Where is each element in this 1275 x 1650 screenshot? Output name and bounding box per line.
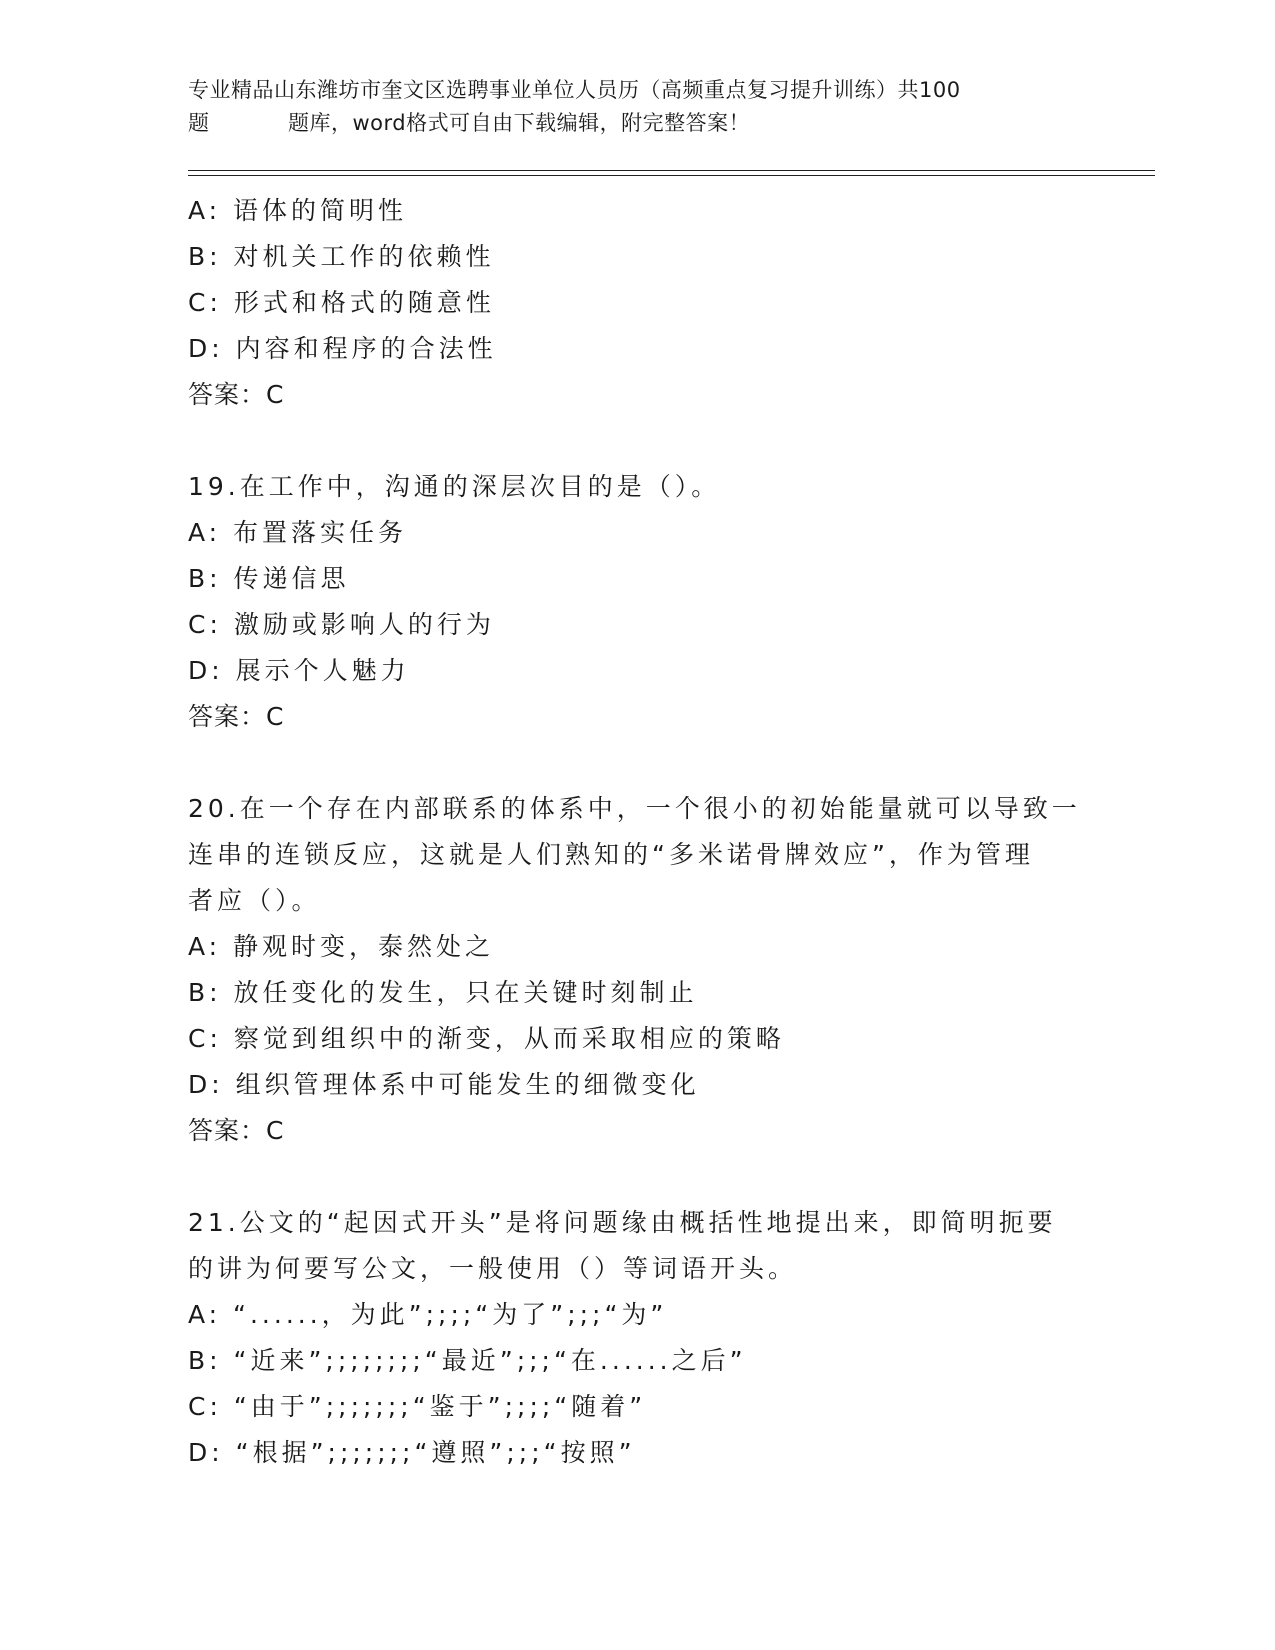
option-d: D: 展示个人魅力 [188,656,410,685]
option-d: D: 组织管理体系中可能发生的细微变化 [188,1070,700,1099]
spacer [188,740,1088,786]
option-b: B: “近来”;;;;;;;;“最近”;;;“在......之后” [188,1346,747,1375]
question-stem-line: 连串的连锁反应，这就是人们熟知的“多米诺骨牌效应”，作为管理 [188,840,1034,869]
option-a: A: “......，为此”;;;;“为了”;;;“为” [188,1300,668,1329]
question-stem-line: 者应（）。 [188,886,321,915]
option-c: C: “由于”;;;;;;;“鉴于”;;;;“随着” [188,1392,647,1421]
question-stem-line: 21.公文的“起因式开头”是将问题缘由概括性地提出来，即简明扼要 [188,1208,1057,1237]
answer-label: 答案：C [188,1116,285,1145]
option-c: C: 察觉到组织中的渐变，从而采取相应的策略 [188,1024,785,1053]
option-a: A: 布置落实任务 [188,518,408,547]
question-18 [188,188,1088,418]
option-a: A: 静观时变，泰然处之 [188,932,495,961]
question-stem-line: 20.在一个存在内部联系的体系中，一个很小的初始能量就可以导致一 [188,794,1081,823]
answer-label: 答案：C [188,380,285,409]
option-c: C: 形式和格式的随意性 [188,288,495,317]
header-line-2-lead: 题 [188,111,210,135]
header-line-2-rest: 题库，word格式可自由下载编辑，附完整答案！ [288,111,751,135]
option-c: C: 激励或影响人的行为 [188,610,495,639]
spacer [188,1154,1088,1200]
header-divider-top [188,170,1155,171]
header-line-2 [188,107,1108,140]
spacer [188,418,1088,464]
question-19 [188,464,1088,740]
question-content [188,188,1088,1476]
question-stem-line: 的讲为何要写公文，一般使用（）等词语开头。 [188,1254,798,1283]
document-header [188,74,1108,140]
header-line-1: 专业精品山东潍坊市奎文区选聘事业单位人员历（高频重点复习提升训练）共100 [188,78,961,102]
question-20 [188,786,1088,1154]
question-21 [188,1200,1088,1476]
option-b: B: 对机关工作的依赖性 [188,242,495,271]
option-b: B: 传递信思 [188,564,350,593]
header-divider-bottom [188,175,1155,176]
option-a: A: 语体的简明性 [188,196,408,225]
option-b: B: 放任变化的发生，只在关键时刻制止 [188,978,698,1007]
option-d: D: “根据”;;;;;;;“遵照”;;;“按照” [188,1438,636,1467]
question-stem: 19.在工作中，沟通的深层次目的是（）。 [188,472,721,501]
option-d: D: 内容和程序的合法性 [188,334,497,363]
answer-label: 答案：C [188,702,285,731]
